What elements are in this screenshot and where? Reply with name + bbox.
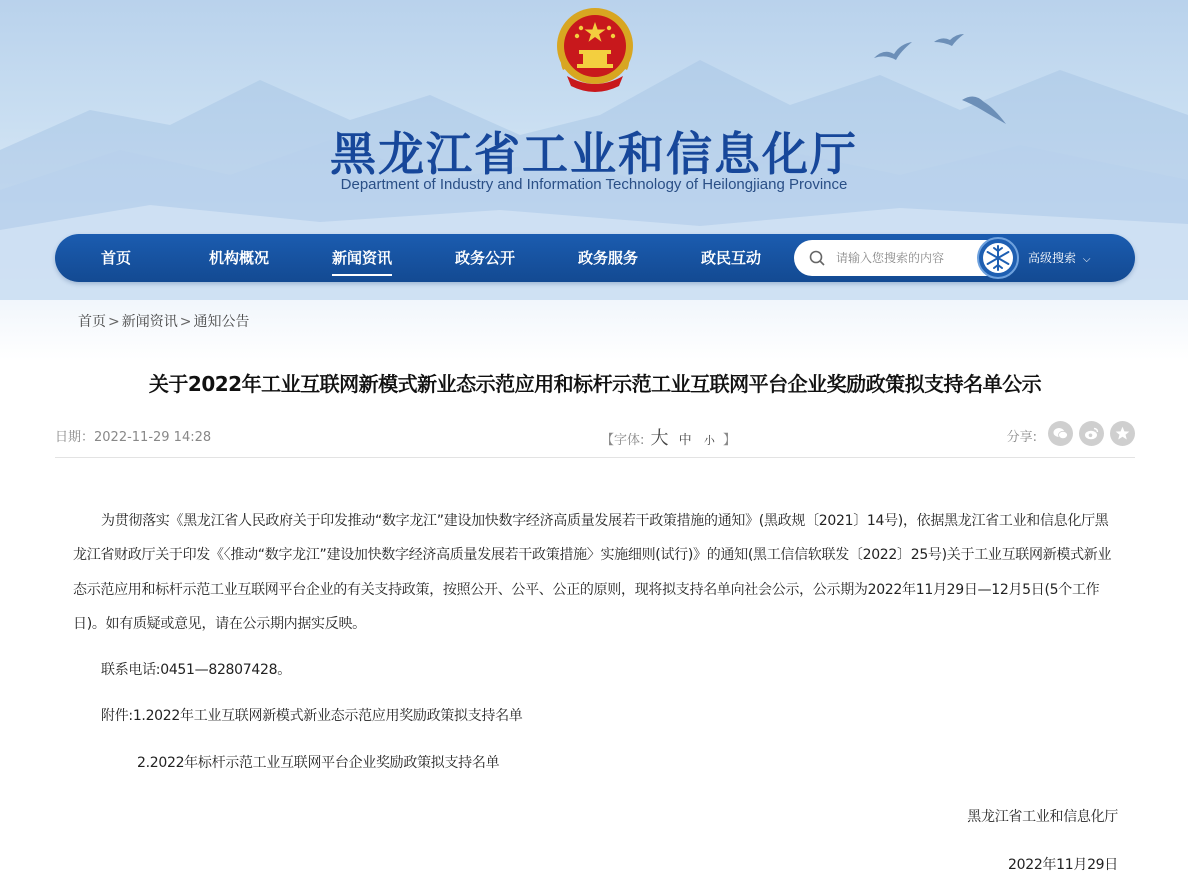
breadcrumb-separator: > xyxy=(108,314,120,330)
search-button[interactable] xyxy=(977,237,1019,279)
attachment-link-1[interactable]: 附件:1.2022年工业互联网新模式新业态示范应用奖励政策拟支持名单 xyxy=(101,708,523,725)
breadcrumb-notices[interactable]: 通知公告 xyxy=(193,314,250,330)
font-size-large-button[interactable]: 大 xyxy=(650,428,669,449)
wechat-icon[interactable] xyxy=(1048,421,1073,446)
sign-date: 2022年11月29日 xyxy=(1008,857,1118,871)
font-size-medium-button[interactable]: 中 xyxy=(678,433,692,448)
article-paragraph: 为贯彻落实《黑龙江省人民政府关于印发推动“数字龙江”建设加快数字经济高质量发展若干政策措施的通知》(黑政规〔2021〕14号)，依据黑龙江省工业和信息化厅黑龙江省财政厅关于印发《〈推动“数字龙江”建设加快数字经济高质量发展若干政策措施〉实施细则(试行)》的通知(黑工信信软联发〔2022〕25号)关于工业互联网新模式新业态示范应用和标杆示范工业互联网平台企业的有关支持政策，按照公开、公平、公正的原则，现将拟支持名单向社会公示，公示期为2022年11月29日—12月5日(5个工作日)。如有质疑或意见，请在公示期内据实反映。 xyxy=(73,513,1112,632)
breadcrumb-news[interactable]: 新闻资讯 xyxy=(121,314,178,330)
site-subtitle: Department of Industry and Information Technology of Heilongjiang Province xyxy=(340,176,848,193)
signature: 黑龙江省工业和信息化厅 xyxy=(967,809,1118,826)
font-size-selector xyxy=(601,424,736,450)
breadcrumb-home[interactable]: 首页 xyxy=(78,314,106,330)
article-content xyxy=(73,504,1118,871)
search-input[interactable] xyxy=(836,246,984,270)
nav-item-gov-services[interactable]: 政务服务 xyxy=(578,249,639,267)
chevron-down-icon: ⌵ xyxy=(1082,254,1091,265)
article-date: 日期：2022-11-29 14:28 xyxy=(55,430,212,445)
nav-item-news[interactable]: 新闻资讯 xyxy=(332,234,392,282)
font-size-small-button[interactable]: 小 xyxy=(703,434,715,447)
nav-item-home[interactable]: 首页 xyxy=(101,249,132,267)
advanced-search-link[interactable] xyxy=(1028,234,1090,282)
search-icon xyxy=(809,250,825,266)
national-emblem-icon xyxy=(553,6,637,96)
share-bar xyxy=(995,421,1135,447)
header-banner xyxy=(0,0,1188,360)
article-meta xyxy=(55,420,1135,458)
breadcrumb xyxy=(78,311,249,331)
advanced-search-label: 高级搜索 xyxy=(1028,251,1077,265)
main-nav xyxy=(55,234,1135,282)
favorite-star-icon[interactable] xyxy=(1110,421,1135,446)
search-box xyxy=(794,240,992,276)
weibo-icon[interactable] xyxy=(1079,421,1104,446)
article-title: 关于2022年工业互联网新模式新业态示范应用和标杆示范工业互联网平台企业奖励政策拟支持名单公示 xyxy=(148,372,1042,396)
breadcrumb-separator: > xyxy=(179,314,192,330)
nav-item-gov-affairs-open[interactable]: 政务公开 xyxy=(455,249,516,267)
site-title: 黑龙江省工业和信息化厅 xyxy=(330,127,858,181)
contact-phone: 联系电话:0451—82807428。 xyxy=(101,662,291,679)
font-size-label-close: 】 xyxy=(722,433,736,448)
snowflake-icon xyxy=(982,242,1014,274)
attachment-link-2[interactable]: 2.2022年标杆示范工业互联网平台企业奖励政策拟支持名单 xyxy=(137,754,500,771)
nav-item-about[interactable]: 机构概况 xyxy=(209,249,270,267)
font-size-label: 【字体: xyxy=(601,433,645,448)
nav-item-interaction[interactable]: 政民互动 xyxy=(701,249,762,267)
share-label: 分享: xyxy=(1006,430,1037,445)
